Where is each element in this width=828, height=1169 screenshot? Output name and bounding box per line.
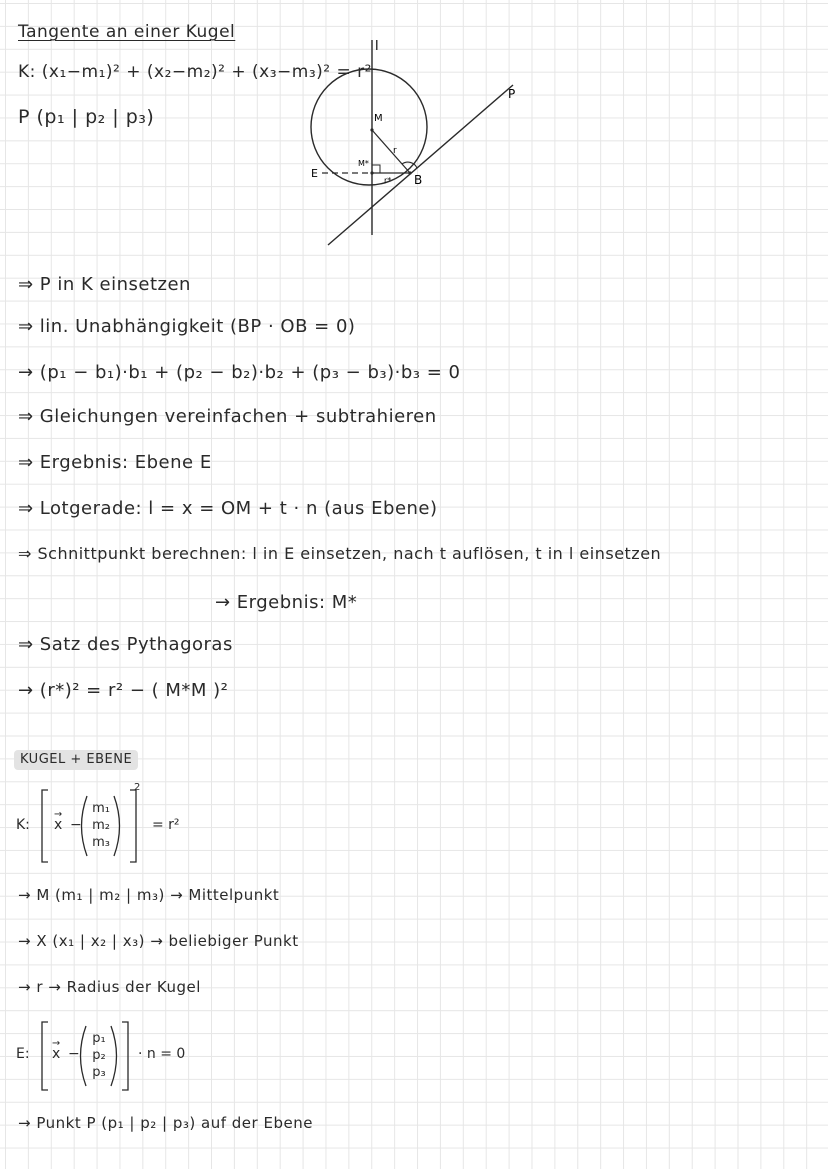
- kugel-minus: −: [70, 817, 82, 833]
- page-title: Tangente an einer Kugel: [18, 22, 236, 42]
- step-9: ⇒ Satz des Pythagoras: [18, 634, 233, 655]
- step-1: ⇒ P in K einsetzen: [18, 274, 191, 295]
- ebene-rhs: · n = 0: [138, 1046, 186, 1062]
- label-r: r: [393, 146, 397, 156]
- step-5: ⇒ Ergebnis: Ebene E: [18, 452, 212, 473]
- step-6: ⇒ Lotgerade: l = x = OM + t · n (aus Ebene): [18, 498, 438, 519]
- label-b: B: [414, 173, 423, 187]
- label-rstar: r*: [384, 176, 392, 185]
- ebene-note: → Punkt P (p₁ | p₂ | p₃) auf der Ebene: [18, 1114, 313, 1132]
- step-4: ⇒ Gleichungen vereinfachen + subtrahieren: [18, 406, 437, 427]
- kugel-note-3: → r → Radius der Kugel: [18, 978, 201, 996]
- kugel-exponent: 2: [134, 782, 141, 793]
- label-m: M: [374, 113, 383, 124]
- step-8: → Ergebnis: M*: [215, 592, 358, 613]
- kugel-vector: m₁ m₂ m₃: [92, 801, 110, 850]
- label-p: P: [508, 87, 516, 101]
- kugel-note-2: → X (x₁ | x₂ | x₃) → beliebiger Punkt: [18, 932, 299, 950]
- kugel-rhs: = r²: [152, 817, 180, 833]
- kugel-note-1: → M (m₁ | m₂ | m₃) → Mittelpunkt: [18, 886, 280, 904]
- kugel-prefix: K:: [16, 817, 30, 833]
- step-3: → (p₁ − b₁)·b₁ + (p₂ − b₂)·b₂ + (p₃ − b₃)·b₃ = 0: [18, 362, 461, 383]
- point-p-definition: P (p₁ | p₂ | p₃): [18, 106, 155, 128]
- label-e: E: [311, 167, 318, 180]
- ebene-minus: −: [68, 1046, 80, 1062]
- sphere-equation: K: (x₁−m₁)² + (x₂−m₂)² + (x₃−m₃)² = r²: [18, 62, 372, 82]
- section-tag: KUGEL + EBENE: [14, 750, 138, 770]
- step-2: ⇒ lin. Unabhängigkeit (BP · OB = 0): [18, 316, 356, 337]
- step-10: → (r*)² = r² − ( M*M )²: [18, 680, 229, 701]
- label-mstar: M*: [358, 159, 369, 168]
- ebene-vector: p₁ p₂ p₃: [92, 1031, 106, 1080]
- ebene-var-x: → x: [52, 1046, 60, 1062]
- step-7: ⇒ Schnittpunkt berechnen: l in E einsetzen, nach t auflösen, t in l einsetzen: [18, 544, 662, 563]
- ebene-prefix: E:: [16, 1046, 30, 1062]
- label-l: l: [375, 39, 379, 54]
- kugel-var-x: → x: [54, 817, 62, 833]
